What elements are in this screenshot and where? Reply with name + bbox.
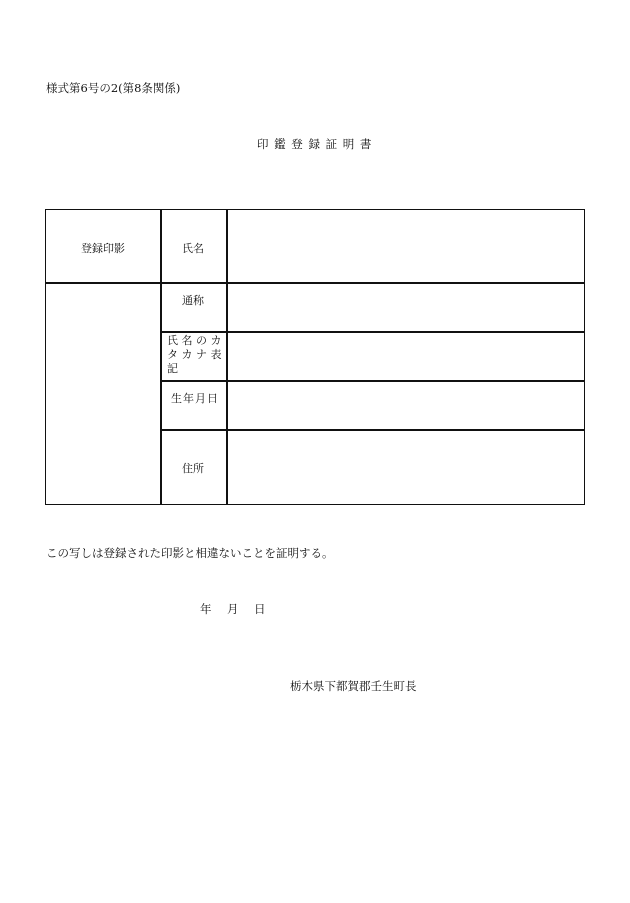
name-value-cell (226, 209, 585, 284)
seal-label: 登録印影 (81, 242, 125, 255)
name-label-cell (160, 209, 228, 284)
form-number: 様式第6号の2(第8条関係) (46, 81, 181, 95)
date-line: 年 月 日 (200, 602, 268, 616)
seal-impression-area (45, 282, 162, 505)
document-title: 印 鑑 登 録 証 明 書 (257, 137, 373, 151)
certification-text: この写しは登録された印影と相違ないことを証明する。 (46, 546, 334, 560)
katakana-label-cell (160, 331, 228, 382)
name-label: 氏名 (182, 242, 204, 255)
address-label-cell (160, 429, 228, 505)
issuer: 栃木県下都賀郡壬生町長 (290, 679, 417, 693)
alias-value-cell (226, 282, 585, 333)
address-label: 住所 (182, 462, 204, 475)
birthdate-label-cell (160, 380, 228, 431)
address-value-cell (226, 429, 585, 505)
birthdate-value-cell (226, 380, 585, 431)
katakana-label: 氏 名 の カ タ カ ナ 表 記 (167, 334, 222, 375)
seal-label-cell (45, 209, 162, 284)
alias-label: 通称 (182, 294, 204, 307)
alias-label-cell (160, 282, 228, 333)
birthdate-label: 生年月日 (171, 392, 219, 405)
katakana-value-cell (226, 331, 585, 382)
